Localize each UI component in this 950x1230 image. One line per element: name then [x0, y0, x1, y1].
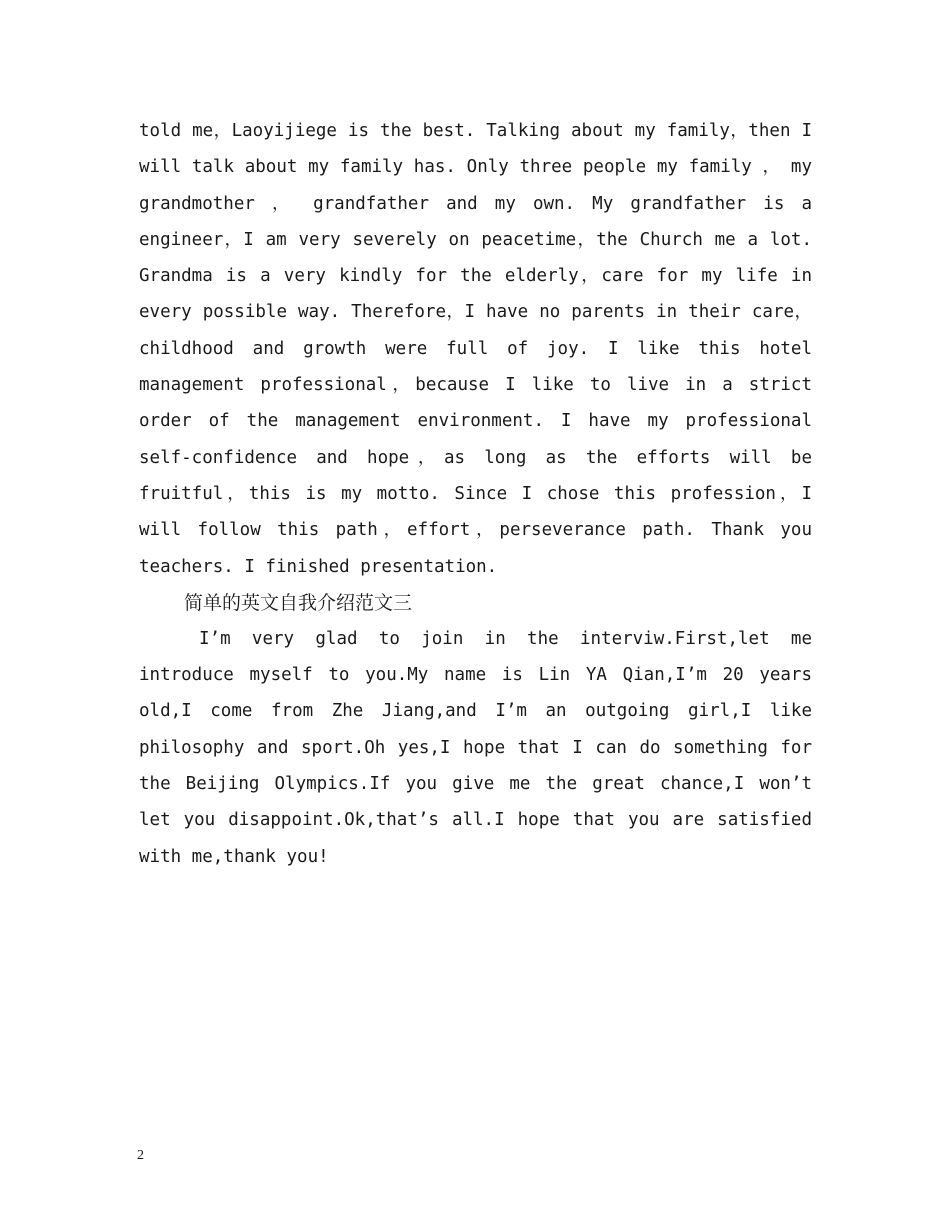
paragraph-interview: I’m very glad to join in the interviw.First,let me introduce myself to you.My name is Lin YA Qian,I’m 20 years old,I come from Zhe Jiang,and I’m an outgoing girl,I like philosophy and sport.Oh yes,I hope that I can do something for the Beijing Olympics.If you give me the great chance,I won’t let you disappoint.Ok,that’s all.I hope that you are satisfied with me,thank you!	[139, 628, 812, 867]
page-number: 2	[137, 1148, 144, 1163]
document-body	[139, 113, 812, 875]
section-heading: 简单的英文自我介绍范文三	[184, 591, 413, 614]
paragraph-family: told me，Laoyijiege is the best. Talking about my family，then I will talk about my family has. Only three people my family ， my grandmother ， grandfather and my own. My grandfather is a engineer，I am very severely on peacetime，the Church me a lot. Grandma is a very kindly for the elderly，care for my life in every possible way. Therefore，I have no parents in their care，childhood and growth were full of joy. I like this hotel management professional，because I like to live in a strict order of the management environment. I have my professional self-confidence and hope，as long as the efforts will be fruitful，this is my motto. Since I chose this profession，I will follow this path，effort，perseverance path. Thank you teachers. I finished presentation.	[139, 121, 812, 577]
